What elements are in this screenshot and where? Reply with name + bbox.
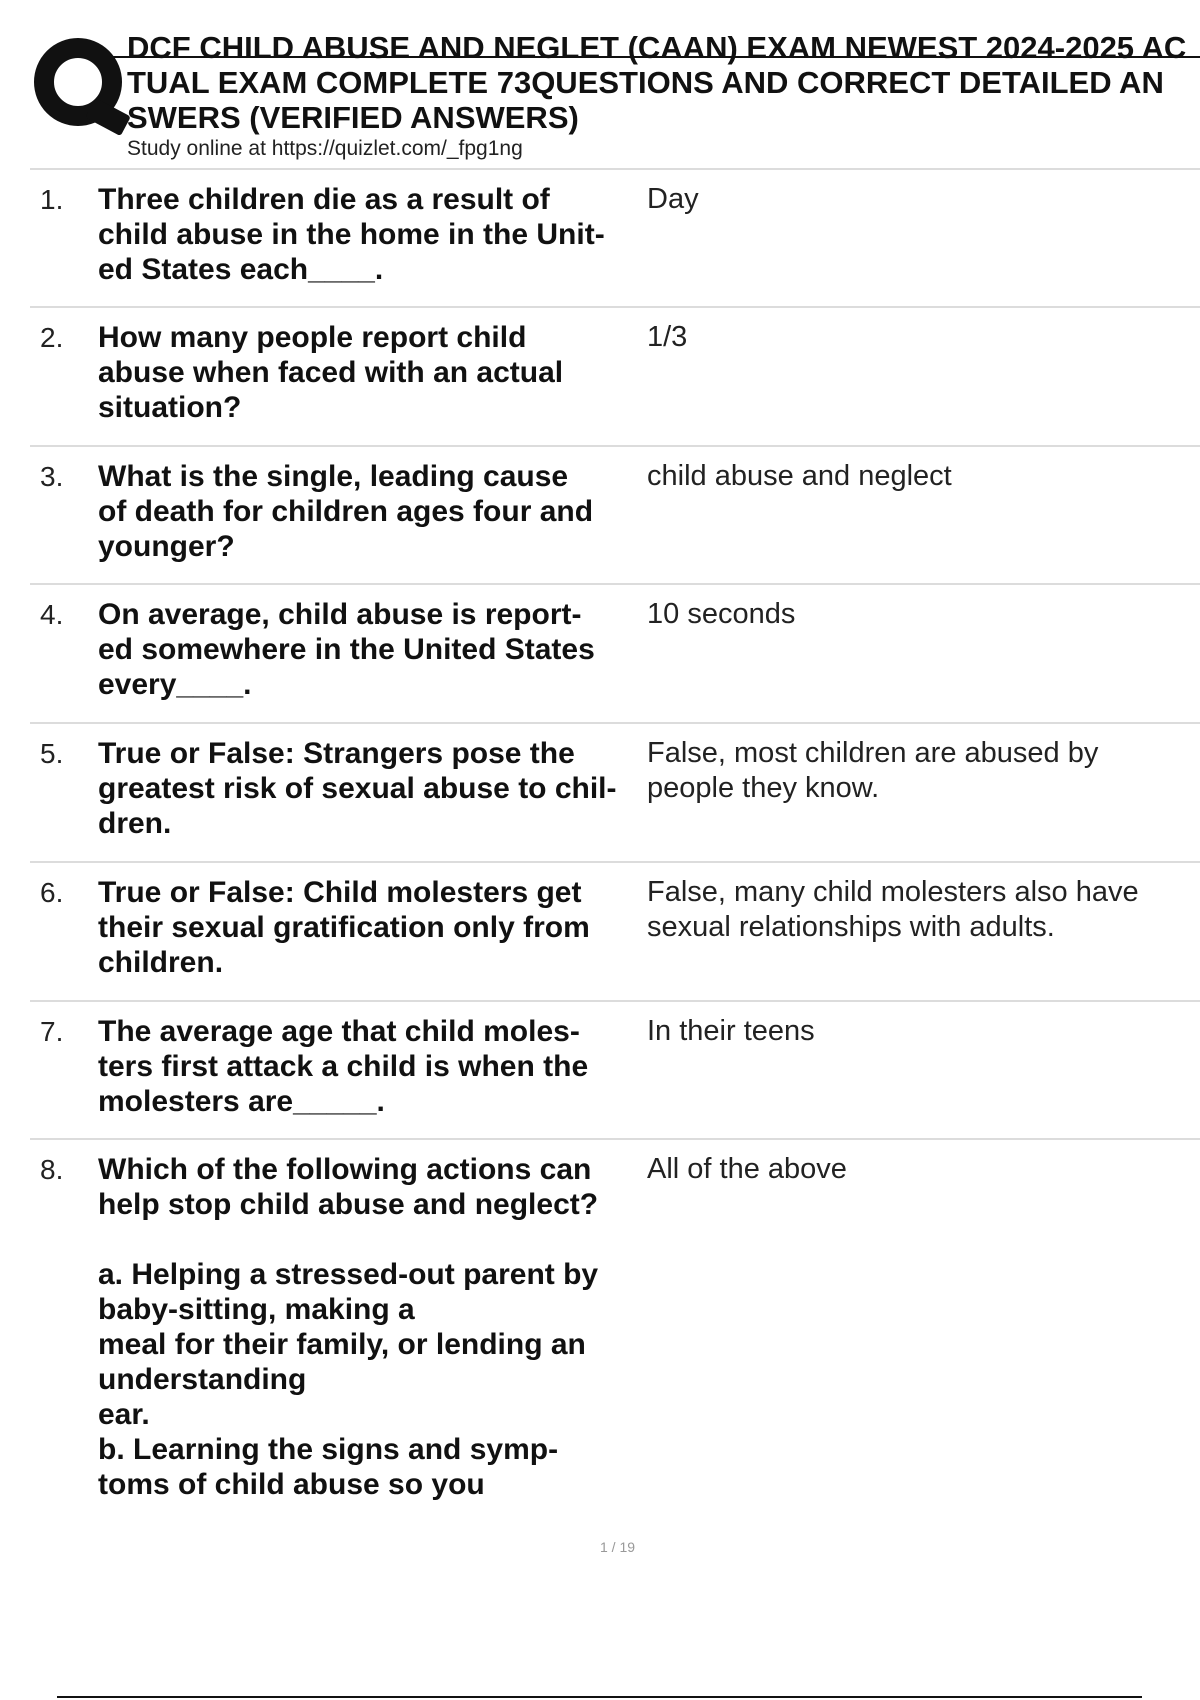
question-number: 7. [40,1016,64,1047]
question-row-4 [30,585,1200,724]
question-answer-list [30,170,1200,1510]
question-text: Which of the following actions can help stop child abuse and neglect? a. Helping a stressed-out parent by baby-sitting, making a meal for their family, or lending an understanding ear. b. Learning the signs and symp- toms of child abuse so you [98,1153,599,1501]
question-row-7 [30,1002,1200,1140]
question-text: True or False: Strangers pose the greatest risk of sexual abuse to chil- dren. [98,737,617,840]
question-number: 5. [40,738,64,769]
document-header [30,30,1200,170]
question-row-6 [30,863,1200,1002]
question-text: What is the single, leading cause of death for children ages four and younger? [98,460,594,563]
question-row-1 [30,170,1200,308]
answer-text: 10 seconds [647,598,796,630]
question-row-2 [30,308,1200,447]
answer-text: Day [647,183,699,215]
question-row-8 [30,1140,1200,1510]
question-row-5 [30,724,1200,863]
question-text: How many people report child abuse when faced with an actual situation? [98,321,564,424]
question-text: On average, child abuse is report- ed somewhere in the United States every____. [98,598,595,701]
answer-text: All of the above [647,1153,847,1185]
page-number: 1 / 19 [599,1539,636,1555]
question-number: 1. [40,184,64,215]
answer-text: child abuse and neglect [647,460,952,492]
quizlet-q-logo-icon [32,36,136,140]
question-number: 8. [40,1154,64,1185]
question-number: 3. [40,461,64,492]
footer-rule [57,1696,1142,1698]
question-number: 6. [40,877,64,908]
question-text: The average age that child moles- ters first attack a child is when the molesters are_____. [98,1015,589,1118]
answer-text: False, many child molesters also have sexual relationships with adults. [647,876,1139,943]
answer-text: False, most children are abused by people they know. [647,737,1099,804]
question-number: 2. [40,322,64,353]
question-text: Three children die as a result of child abuse in the home in the Unit- ed States each____. [98,183,605,286]
answer-text: 1/3 [647,321,688,353]
question-row-3 [30,447,1200,585]
question-number: 4. [40,599,64,630]
answer-text: In their teens [647,1015,815,1047]
document-title: DCF CHILD ABUSE AND NEGLET (CAAN) EXAM NEWEST 2024-2025 AC TUAL EXAM COMPLETE 73QUESTIONS AND CORRECT DETAILED AN SWERS (VERIFIED ANSWERS) [127,30,1187,135]
study-online-link-text: Study online at https://quizlet.com/_fpg1ng [127,137,523,160]
question-text: True or False: Child molesters get their sexual gratification only from children. [98,876,590,979]
